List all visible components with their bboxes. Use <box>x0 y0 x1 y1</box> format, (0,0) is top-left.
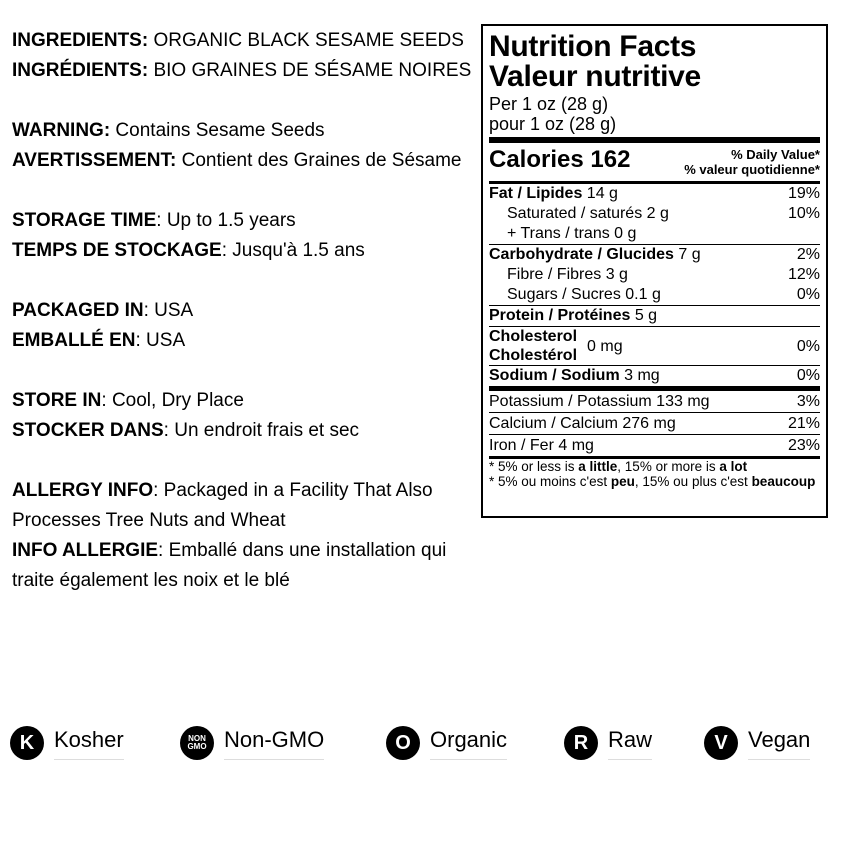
storage-value: : Up to 1.5 years <box>156 210 296 231</box>
fat-dv: 19% <box>787 185 820 202</box>
iron-row <box>489 435 820 456</box>
store-in-fr <box>12 416 472 446</box>
sugars-label: Sugars / Sucres 0.1 g <box>507 286 661 303</box>
warning-fr-label: AVERTISSEMENT: <box>12 150 177 171</box>
sugars-row <box>489 285 820 305</box>
nutrition-title-fr: Valeur nutritive <box>489 60 701 93</box>
warning-label: WARNING: <box>12 120 111 141</box>
storage-time <box>12 206 472 236</box>
cholesterol-amount: 0 mg <box>587 337 623 355</box>
carb-amount: 7 g <box>673 246 701 263</box>
saturated-row <box>489 204 820 224</box>
packaged-in <box>12 296 472 326</box>
packaged-fr-value: : USA <box>135 330 186 351</box>
sodium-row <box>489 366 820 386</box>
badge-organic <box>386 726 507 760</box>
cholesterol-dv: 0% <box>796 337 820 355</box>
store-label: STORE IN <box>12 390 102 411</box>
trans-label: + Trans / trans 0 g <box>507 225 637 242</box>
storage-fr-value: : Jusqu'à 1.5 ans <box>221 240 365 261</box>
badge-vegan <box>704 726 810 760</box>
ingredients-value: ORGANIC BLACK SESAME SEEDS <box>148 30 464 51</box>
packaged-fr-label: EMBALLÉ EN <box>12 330 136 351</box>
footnote-en: * 5% or less is a little, 15% or more is a lot <box>489 459 748 474</box>
serving-size-en: Per 1 oz (28 g) <box>489 94 609 114</box>
cholesterol-row <box>489 327 820 365</box>
calories-row <box>489 143 820 181</box>
store-in <box>12 386 472 416</box>
warning-fr-value: Contient des Graines de Sésame <box>176 150 462 171</box>
protein-amount: 5 g <box>630 307 658 324</box>
iron-dv: 23% <box>787 437 820 454</box>
carb-dv: 2% <box>796 246 820 263</box>
store-fr-label: STOCKER DANS <box>12 420 164 441</box>
cholesterol-en: Cholesterol <box>489 328 578 345</box>
protein-row <box>489 306 820 326</box>
badge-label: Vegan <box>748 726 810 760</box>
ingredients-fr <box>12 56 472 86</box>
product-info <box>12 26 472 596</box>
badge-label: Non-GMO <box>224 726 324 760</box>
sugars-dv: 0% <box>796 286 820 303</box>
allergy-fr-value: : Emballé dans une installation qui traite également les noix et le blé <box>12 540 447 591</box>
raw-icon: R <box>564 726 598 760</box>
calcium-dv: 21% <box>787 415 820 432</box>
organic-icon: O <box>386 726 420 760</box>
ingredients <box>12 26 472 56</box>
kosher-icon: K <box>10 726 44 760</box>
carb-label: Carbohydrate / Glucides <box>489 246 674 263</box>
badge-label: Raw <box>608 726 652 760</box>
potassium-dv: 3% <box>796 393 820 410</box>
storage-label: STORAGE TIME <box>12 210 157 231</box>
sodium-amount: 3 mg <box>619 367 660 384</box>
packaged-label: PACKAGED IN <box>12 300 144 321</box>
badge-kosher <box>10 726 124 760</box>
fibre-dv: 12% <box>787 266 820 283</box>
footnote-fr: * 5% ou moins c'est peu, 15% ou plus c'est beaucoup <box>489 473 816 489</box>
iron-label: Iron / Fer 4 mg <box>489 437 594 454</box>
allergy-info-fr <box>12 536 472 596</box>
calcium-row <box>489 413 820 434</box>
storage-fr-label: TEMPS DE STOCKAGE <box>12 240 222 261</box>
storage-time-fr <box>12 236 472 266</box>
calcium-label: Calcium / Calcium 276 mg <box>489 415 676 432</box>
badge-label: Kosher <box>54 726 124 760</box>
ingredients-fr-label: INGRÉDIENTS: <box>12 60 149 81</box>
store-value: : Cool, Dry Place <box>101 390 244 411</box>
badge-label: Organic <box>430 726 507 760</box>
sodium-dv: 0% <box>796 367 820 384</box>
cholesterol-label <box>489 327 577 365</box>
potassium-label: Potassium / Potassium 133 mg <box>489 393 710 410</box>
warning-value: Contains Sesame Seeds <box>110 120 325 141</box>
footnote <box>489 459 820 489</box>
cholesterol-fr: Cholestérol <box>489 347 578 364</box>
ingredients-label: INGREDIENTS: <box>12 30 149 51</box>
protein-label: Protein / Protéines <box>489 307 631 324</box>
trans-row <box>489 224 820 244</box>
allergy-value: : Packaged in a Facility That Also Processes Tree Nuts and Wheat <box>12 480 433 531</box>
fat-label: Fat / Lipides <box>489 185 583 202</box>
fat-amount: 14 g <box>582 185 618 202</box>
allergy-fr-label: INFO ALLERGIE <box>12 540 159 561</box>
potassium-row <box>489 391 820 412</box>
store-fr-value: : Un endroit frais et sec <box>163 420 360 441</box>
warning-fr <box>12 146 472 176</box>
non-gmo-icon: NON GMO <box>180 726 214 760</box>
fibre-row <box>489 265 820 285</box>
calories: Calories 162 <box>489 146 631 173</box>
sodium-label: Sodium / Sodium <box>489 367 620 384</box>
saturated-label: Saturated / saturés 2 g <box>507 205 669 222</box>
fat-row <box>489 184 820 204</box>
saturated-dv: 10% <box>787 205 820 222</box>
warning <box>12 116 472 146</box>
nutrition-facts-table <box>481 24 828 518</box>
daily-value-fr: % valeur quotidienne* <box>684 162 820 177</box>
carbohydrate-row <box>489 245 820 265</box>
daily-value-en: % Daily Value* <box>731 147 820 162</box>
badge-raw <box>564 726 652 760</box>
fibre-label: Fibre / Fibres 3 g <box>507 266 628 283</box>
packaged-value: : USA <box>143 300 194 321</box>
packaged-in-fr <box>12 326 472 356</box>
allergy-info <box>12 476 472 536</box>
ingredients-fr-value: BIO GRAINES DE SÉSAME NOIRES <box>148 60 472 81</box>
daily-value-header <box>684 147 820 177</box>
certification-badges <box>10 726 840 766</box>
badge-non-gmo <box>180 726 324 760</box>
nutrition-title-en: Nutrition Facts <box>489 30 697 63</box>
serving-size-fr: pour 1 oz (28 g) <box>489 114 617 134</box>
vegan-icon: V <box>704 726 738 760</box>
allergy-label: ALLERGY INFO <box>12 480 154 501</box>
